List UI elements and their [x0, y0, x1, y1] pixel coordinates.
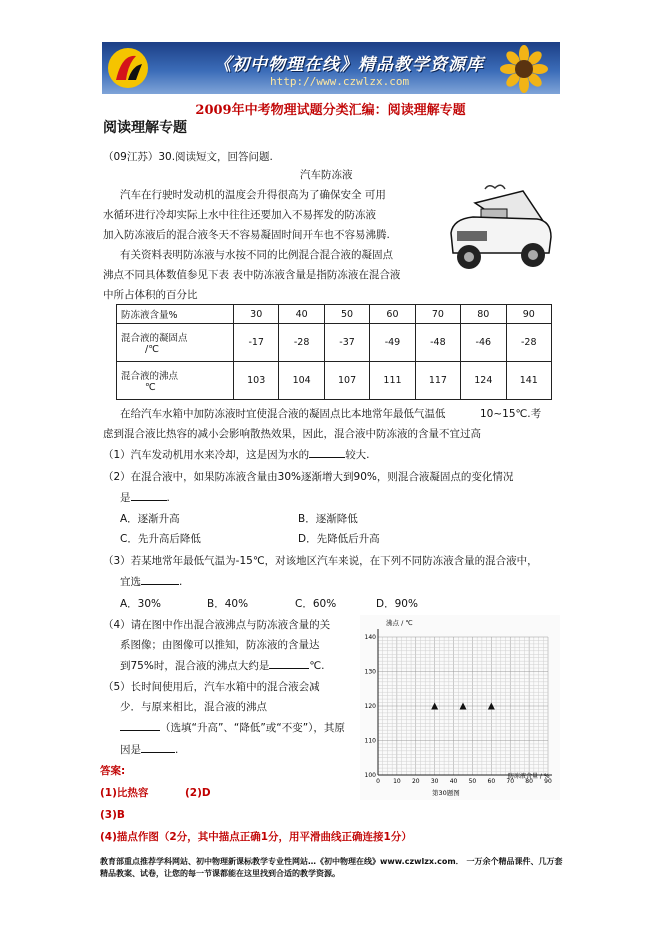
question-3-stem-end: 宜选	[120, 576, 141, 588]
table-row	[117, 324, 552, 362]
passage-line: 汽车在行驶时发动机的温度会升得很高为了确保安全 可用	[120, 189, 386, 201]
question-4-stem: 到75%时，混合液的沸点大约是	[120, 660, 270, 672]
option-a: A．逐渐升高	[120, 513, 180, 525]
question-5-line3	[120, 720, 345, 735]
y-tick-label: 130	[364, 668, 376, 676]
x-axis-label: 防冻液含量 / %	[508, 773, 550, 780]
passage-line: 在给汽车水箱中加防冻液时宜使混合液的凝固点比本地常年最低气温低	[120, 408, 446, 420]
table-row	[117, 362, 552, 400]
page-footer: 教育部重点推荐学科网站、初中物理新课标教学专业性网站…《初中物理在线》www.czwlzx.com． 一万余个精品课件、几万套精品教案、试卷，让您的每一节课都能在这里找到合适的教学资源。	[100, 857, 563, 878]
option-b: B．40%	[207, 598, 249, 610]
table-cell: -37	[324, 324, 369, 362]
question-5-line1: （5）长时间使用后，汽车水箱中的混合液会减	[103, 681, 320, 693]
row-label-unit: ℃	[145, 382, 156, 393]
answer-blank[interactable]	[309, 447, 345, 458]
chart-caption: 第30题图	[432, 789, 460, 797]
table-header-cell: 80	[461, 305, 506, 324]
passage-line: 虑到混合液比热容的减小会影响散热效果，因此，混合液中防冻液的含量不宜过高	[103, 428, 481, 440]
x-tick-label: 20	[411, 778, 420, 785]
banner-url[interactable]: http://www.czwlzx.com	[270, 75, 410, 88]
x-tick-label: 80	[525, 778, 533, 785]
passage-line: 有关资料表明防冻液与水按不同的比例混合混合液的凝固点	[120, 249, 393, 261]
question-2-line2: 是 .	[120, 492, 170, 504]
y-axis-label: 沸点 / ℃	[386, 619, 413, 627]
question-3-line2: 宜选 .	[120, 576, 183, 588]
table-header-cell: 90	[506, 305, 551, 324]
passage-line: 中所占体积的百分比	[103, 289, 198, 301]
table-cell: -46	[461, 324, 506, 362]
answer-blank[interactable]	[131, 490, 167, 501]
sunflower-icon	[494, 44, 554, 94]
table-cell: 107	[324, 362, 369, 400]
answer-4: (4)描点作图（2分，其中描点正确1分，用平滑曲线正确连接1分）	[100, 831, 412, 843]
option-b: B．逐渐降低	[298, 513, 358, 525]
passage-line: 10~15℃.考	[480, 408, 542, 420]
question-5-line2: 少．与原来相比，混合液的沸点	[120, 701, 267, 713]
question-2-stem-end: 是	[120, 492, 131, 504]
table-cell: -28	[506, 324, 551, 362]
table-row-label	[117, 324, 234, 362]
y-tick-label: 110	[364, 737, 376, 745]
x-tick-label: 50	[468, 778, 477, 785]
answer-blank[interactable]	[141, 742, 175, 753]
site-logo-icon	[106, 46, 150, 90]
question-3-line1: （3）若某地常年最低气温为-15℃，对该地区汽车来说，在下列不同防冻液含量的混合液中，	[103, 555, 538, 567]
row-label-unit: /℃	[145, 344, 159, 355]
table-header-cell: 60	[370, 305, 415, 324]
table-cell: 103	[234, 362, 279, 400]
answer-blank[interactable]	[269, 658, 309, 669]
table-cell: -48	[415, 324, 460, 362]
x-tick-label: 90	[544, 778, 552, 785]
table-row-label	[117, 362, 234, 400]
option-d: D．90%	[376, 598, 418, 610]
y-tick-label: 100	[364, 772, 376, 779]
table-header-cell: 30	[234, 305, 279, 324]
data-table	[116, 304, 552, 400]
table-header-cell: 70	[415, 305, 460, 324]
question-2-line1: （2）在混合液中，如果防冻液含量由30%逐渐增大到90%，则混合液凝固点的变化情况	[103, 471, 514, 483]
table-cell: 117	[415, 362, 460, 400]
option-d: D．先降低后升高	[298, 533, 380, 545]
article-title: 汽车防冻液	[300, 169, 353, 181]
question-5-line4: 因是 .	[120, 744, 179, 756]
x-tick-label: 30	[430, 778, 439, 785]
table-cell: -49	[370, 324, 415, 362]
passage-line: 沸点不同具体数值参见下表 表中防冻液含量是指防冻液在混合液	[103, 269, 401, 281]
option-c: C．60%	[295, 598, 337, 610]
table-cell: 111	[370, 362, 415, 400]
table-cell: 124	[461, 362, 506, 400]
table-header-cell: 50	[324, 305, 369, 324]
answers-label: 答案:	[100, 765, 126, 777]
y-tick-label: 140	[364, 634, 376, 641]
question-5-options-text: （选填“升高”、“降低”或“不变”），其原	[160, 722, 345, 734]
question-1-tail: 较大.	[345, 449, 370, 461]
answer-blank[interactable]	[141, 574, 179, 585]
question-4-unit: ℃.	[309, 660, 325, 672]
question-1-text: （1）汽车发动机用水来冷却，这是因为水的	[103, 449, 310, 461]
row-label-line: 混合液的凝固点	[121, 333, 188, 344]
option-c: C．先升高后降低	[120, 533, 201, 545]
table-cell: 104	[279, 362, 324, 400]
table-header-cell: 40	[279, 305, 324, 324]
banner-title: 《初中物理在线》精品教学资源库	[214, 55, 484, 75]
site-banner	[102, 42, 560, 94]
section-heading: 阅读理解专题	[103, 120, 187, 136]
question-5-stem: 因是	[120, 744, 141, 756]
car-hood-illustration	[445, 183, 555, 275]
x-tick-label: 40	[449, 778, 458, 785]
answer-3: (3)B	[100, 809, 125, 821]
answer-1: (1)比热容	[100, 787, 149, 799]
x-tick-label: 70	[506, 778, 515, 785]
table-header-row	[117, 305, 552, 324]
x-tick-label: 60	[487, 778, 496, 785]
question-1	[103, 447, 370, 462]
row-label-line: 混合液的沸点	[121, 371, 179, 382]
answer-2: (2)D	[185, 787, 211, 799]
question-4-line2: 系图像；由图像可以推知，防冻液的含量达	[120, 639, 320, 651]
y-tick-label: 120	[364, 703, 376, 710]
x-tick-label: 10	[393, 778, 401, 785]
boiling-point-chart	[360, 615, 560, 800]
option-a: A．30%	[120, 598, 162, 610]
question-4-line1: （4）请在图中作出混合液沸点与防冻液含量的关	[103, 619, 331, 631]
table-cell: 141	[506, 362, 551, 400]
table-header-label: 防冻液含量%	[117, 305, 234, 324]
answer-blank[interactable]	[120, 720, 160, 731]
document-title: 2009年中考物理试题分类汇编：阅读理解专题	[195, 103, 466, 118]
table-cell: -28	[279, 324, 324, 362]
passage-line: 水循环进行冷却实际上水中往往还要加入不易挥发的防冻液	[103, 209, 376, 221]
x-tick-label: 0	[376, 778, 380, 785]
question-4-line3	[120, 658, 324, 673]
table-cell: -17	[234, 324, 279, 362]
passage-line: 加入防冻液后的混合液冬天不容易凝固时间开车也不容易沸腾.	[103, 229, 390, 241]
question-intro: （09江苏）30.阅读短文，回答问题.	[103, 151, 273, 163]
